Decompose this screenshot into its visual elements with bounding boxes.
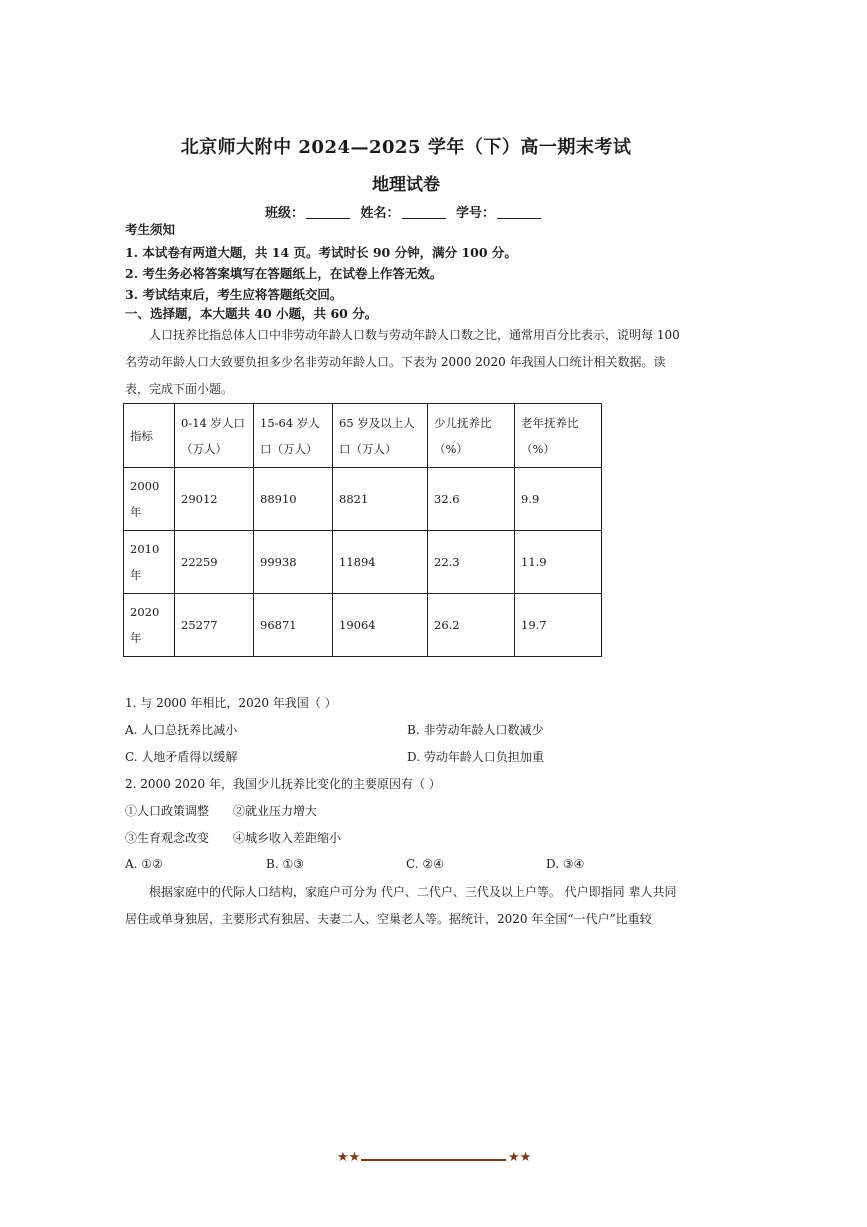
- table-header-cell: 指标: [124, 404, 175, 468]
- population-table: [123, 403, 602, 657]
- table-header-cell: 0-14 岁人口（万人）: [175, 404, 254, 468]
- class-blank[interactable]: [306, 208, 350, 219]
- id-label: 学号：: [456, 206, 496, 221]
- table-header-cell: 15-64 岁人口（万人）: [254, 404, 333, 468]
- table-cell: 26.2: [428, 594, 515, 657]
- table-row: [124, 468, 602, 531]
- table-cell: 19.7: [515, 594, 602, 657]
- table-cell: 29012: [175, 468, 254, 531]
- question-2-option-a[interactable]: A. ①②: [125, 857, 163, 871]
- question-1-stem: 1. 与 2000 年相比，2020 年我国（ ）: [125, 696, 337, 710]
- exam-subtitle: 地理试卷: [372, 175, 440, 195]
- id-blank[interactable]: [497, 208, 541, 219]
- star-icon: ★★: [337, 1150, 361, 1165]
- notice-heading: 考生须知: [125, 222, 176, 237]
- question-2-option-b[interactable]: B. ①③: [266, 857, 304, 871]
- question-1-option-d[interactable]: D. 劳动年龄人口负担加重: [407, 750, 544, 764]
- table-cell: 99938: [254, 531, 333, 594]
- table-cell: 19064: [333, 594, 428, 657]
- question-2-option-d[interactable]: D. ③④: [546, 857, 585, 871]
- table-cell: 11.9: [515, 531, 602, 594]
- table-cell: 9.9: [515, 468, 602, 531]
- question-2-item-1: ①人口政策调整: [125, 804, 210, 818]
- table-cell-year: 2010 年: [124, 531, 175, 594]
- table-cell: 11894: [333, 531, 428, 594]
- question-1-option-c[interactable]: C. 人地矛盾得以缓解: [125, 750, 238, 764]
- name-blank[interactable]: [402, 208, 446, 219]
- table-cell: 96871: [254, 594, 333, 657]
- table-row: [124, 531, 602, 594]
- footer-divider: [361, 1159, 506, 1161]
- name-label: 姓名：: [360, 206, 400, 221]
- table-cell: 25277: [175, 594, 254, 657]
- table-cell-year: 2020 年: [124, 594, 175, 657]
- table-cell-year: 2000 年: [124, 468, 175, 531]
- question-2-item-2: ②就业压力增大: [233, 804, 318, 818]
- table-cell: 32.6: [428, 468, 515, 531]
- question-2-item-4: ④城乡收入差距缩小: [233, 831, 342, 845]
- student-info-fields: [0, 202, 812, 221]
- star-icon: ★★: [508, 1150, 532, 1165]
- table-header-cell: 少儿抚养比（%）: [428, 404, 515, 468]
- notice-item-3: 3. 考试结束后，考生应将答题纸交回。: [125, 287, 343, 302]
- question-2-item-3: ③生育观念改变: [125, 831, 210, 845]
- notice-item-2: 2. 考生务必将答案填写在答题纸上，在试卷上作答无效。: [125, 266, 443, 281]
- class-label: 班级：: [264, 206, 304, 221]
- table-header-cell: 65 岁及以上人口（万人）: [333, 404, 428, 468]
- table-cell: 88910: [254, 468, 333, 531]
- table-cell: 8821: [333, 468, 428, 531]
- table-cell: 22259: [175, 531, 254, 594]
- intro-paragraph-1: 人口抚养比指总体人口中非劳动年龄人口数与劳动年龄人口数之比，通常用百分比表示，说明每 100 名劳动年龄人口大致要负担多少名非劳动年龄人口。下表为 2000 2020 年我国人口统计相关数据。读表，完成下面小题。: [125, 328, 680, 396]
- exam-title: 北京师大附中 2024—2025 学年（下）高一期末考试: [180, 137, 632, 158]
- table-header-row: [124, 404, 602, 468]
- table-cell: 22.3: [428, 531, 515, 594]
- table-header-cell: 老年抚养比（%）: [515, 404, 602, 468]
- question-2-stem: 2. 2000 2020 年，我国少儿抚养比变化的主要原因有（ ）: [125, 777, 441, 791]
- question-1-option-a[interactable]: A. 人口总抚养比减小: [125, 723, 238, 737]
- page-footer-ornament: [337, 1150, 537, 1170]
- question-2-option-c[interactable]: C. ②④: [406, 857, 444, 871]
- notice-item-1: 1. 本试卷有两道大题，共 14 页。考试时长 90 分钟，满分 100 分。: [125, 245, 517, 260]
- question-1-option-b[interactable]: B. 非劳动年龄人口数减少: [407, 723, 544, 737]
- intro-paragraph-2: 根据家庭中的代际人口结构，家庭户可分为 代户、二代户、三代及以上户等。 代户即指同 辈人共同居住或单身独居，主要形式有独居、夫妻二人、空巢老人等。据统计，2020 年全国“一代户”比重较: [125, 885, 677, 926]
- section-heading: 一、选择题，本大题共 40 小题，共 60 分。: [125, 306, 378, 321]
- table-row: [124, 594, 602, 657]
